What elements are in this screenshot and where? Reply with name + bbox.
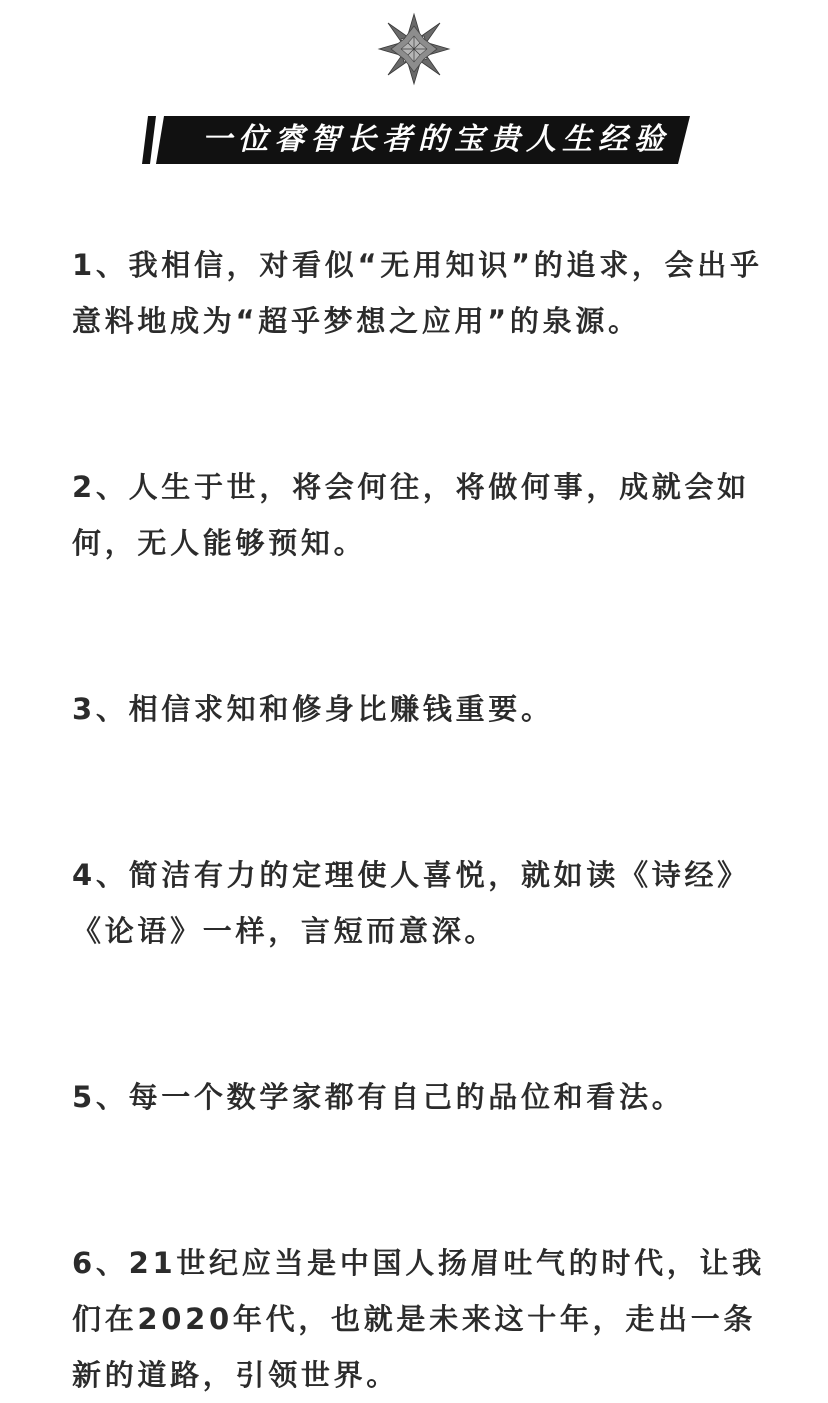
list-item-line: 们在2020年代，也就是未来这十年，走出一条 [72,1302,757,1336]
experience-list [72,237,765,1403]
list-item [72,681,762,737]
list-item-line: 何，无人能够预知。 [72,526,367,560]
list-item-line: 2、人生于世，将会何往，将做何事，成就会如 [72,470,750,504]
list-item-line: 4、简洁有力的定理使人喜悦，就如读《诗经》 [72,858,750,892]
page-title: 一位睿智长者的宝贵人生经验 [202,122,670,157]
list-item [72,1235,765,1403]
list-item [72,847,762,959]
title-banner [142,116,690,164]
list-item-line: 6、21世纪应当是中国人扬眉吐气的时代，让我 [72,1246,765,1280]
list-item-line: 意料地成为“超乎梦想之应用”的泉源。 [72,304,641,338]
list-item-line: 3、相信求知和修身比赚钱重要。 [72,692,554,726]
list-item [72,459,762,571]
list-item-line: 5、每一个数学家都有自己的品位和看法。 [72,1080,685,1114]
list-item [72,237,762,349]
list-item [72,1069,762,1125]
list-item-line: 新的道路，引领世界。 [72,1358,400,1392]
wolfram-spikey-icon [377,12,451,86]
list-item-line: 《论语》一样，言短而意深。 [72,914,498,948]
list-item-line: 1、我相信，对看似“无用知识”的追求，会出乎 [72,248,763,282]
